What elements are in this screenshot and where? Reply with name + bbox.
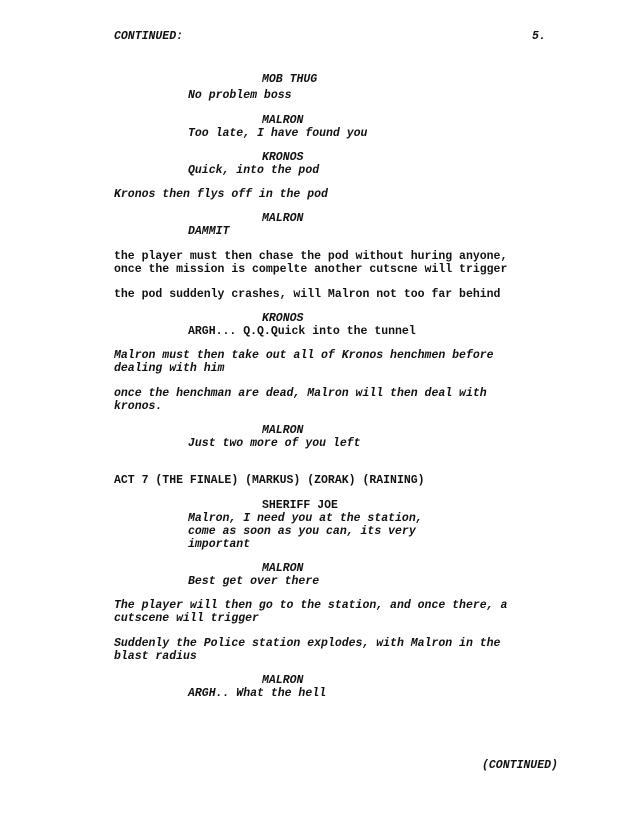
continued-footer: (CONTINUED) — [482, 759, 558, 772]
action-line: Kronos then flys off in the pod — [114, 188, 328, 201]
dialogue-line: come as soon as you can, its very — [188, 525, 416, 538]
dialogue-line: No problem boss — [188, 89, 292, 102]
dialogue-line: important — [188, 538, 251, 551]
action-line: the pod suddenly crashes, will Malron not too far behind — [114, 288, 501, 301]
dialogue-line: ARGH... Q.Q.Quick into the tunnel — [188, 325, 416, 338]
action-line: blast radius — [114, 650, 197, 663]
action-line: kronos. — [114, 400, 163, 413]
character-name: MALRON — [262, 114, 304, 127]
character-name: MALRON — [262, 424, 304, 437]
dialogue-line: DAMMIT — [188, 225, 230, 238]
scene-heading: ACT 7 (THE FINALE) (MARKUS) (ZORAK) (RAINING) — [114, 474, 425, 487]
action-line: the player must then chase the pod without huring anyone, — [114, 250, 508, 263]
continued-header: CONTINUED: — [114, 30, 184, 43]
character-name: KRONOS — [262, 312, 304, 325]
page-number: 5. — [532, 30, 546, 43]
character-name: MALRON — [262, 562, 304, 575]
character-name: SHERIFF JOE — [262, 499, 338, 512]
character-name: MALRON — [262, 212, 304, 225]
dialogue-line: ARGH.. What the hell — [188, 687, 327, 700]
action-line: Suddenly the Police station explodes, with Malron in the — [114, 637, 501, 650]
character-name: MALRON — [262, 674, 304, 687]
dialogue-line: Just two more of you left — [188, 437, 361, 450]
action-line: dealing with him — [114, 362, 225, 375]
action-line: Malron must then take out all of Kronos henchmen before — [114, 349, 494, 362]
dialogue-line: Quick, into the pod — [188, 164, 320, 177]
dialogue-line: Malron, I need you at the station, — [188, 512, 423, 525]
dialogue-line: Best get over there — [188, 575, 320, 588]
character-name: MOB THUG — [262, 73, 318, 86]
action-line: once the henchman are dead, Malron will then deal with — [114, 387, 487, 400]
character-name: KRONOS — [262, 151, 304, 164]
dialogue-line: Too late, I have found you — [188, 127, 368, 140]
action-line: The player will then go to the station, and once there, a — [114, 599, 508, 612]
action-line: cutscene will trigger — [114, 612, 259, 625]
action-line: once the mission is compelte another cutscne will trigger — [114, 263, 508, 276]
